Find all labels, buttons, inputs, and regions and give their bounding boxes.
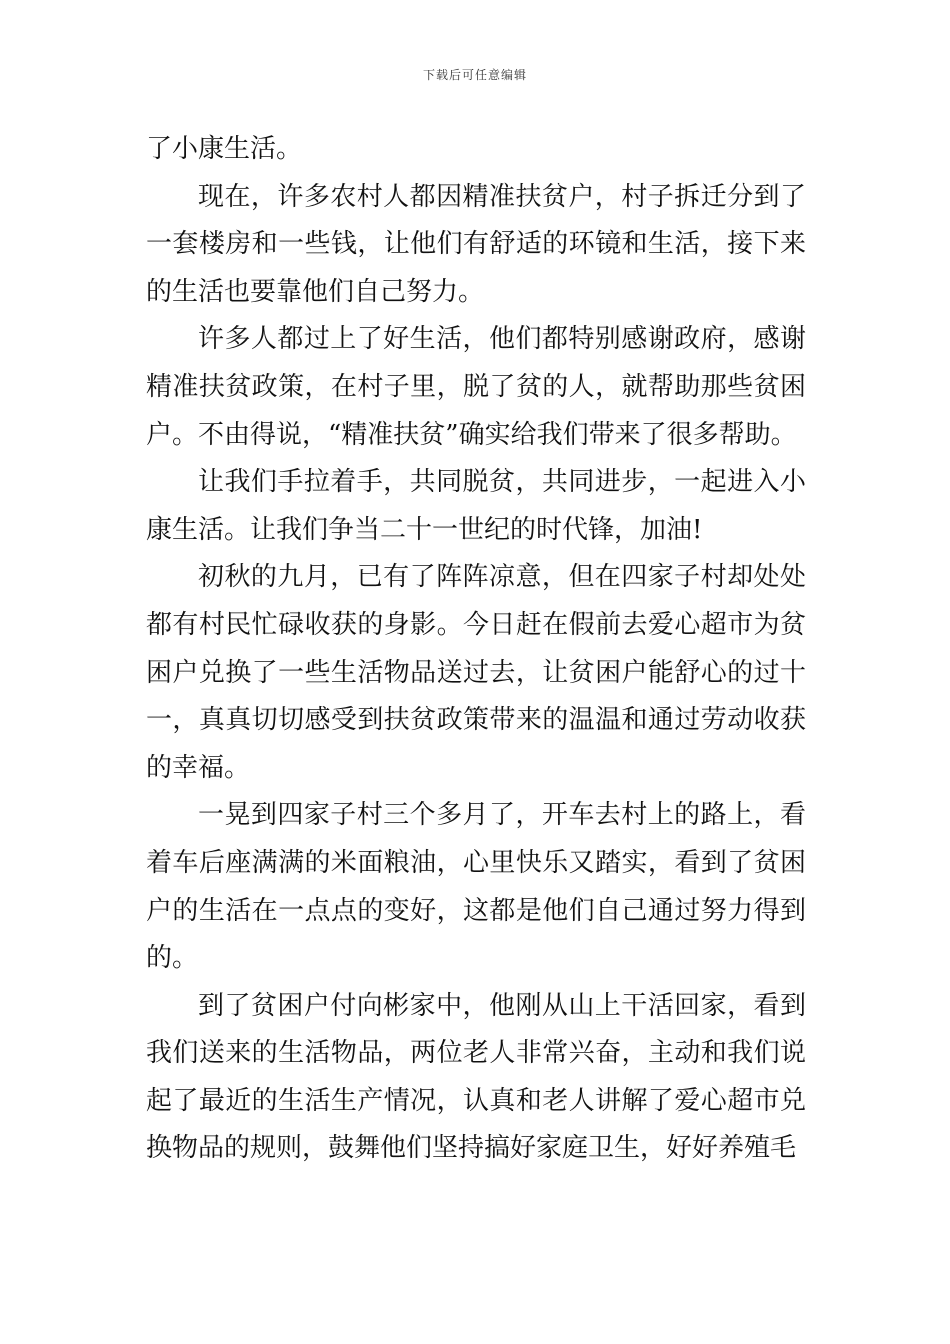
document-body bbox=[146, 126, 806, 1173]
paragraph: 让我们手拉着手，共同脱贫，共同进步，一起进入小康生活。让我们争当二十一世纪的时代锋，加油! bbox=[146, 467, 806, 545]
paragraph: 到了贫困户付向彬家中，他刚从山上干活回家，看到我们送来的生活物品，两位老人非常兴奋，主动和我们说起了最近的生活生产情况，认真和老人讲解了爱心超市兑换物品的规则，鼓舞他们坚持搞好家庭卫生，好好养殖毛 bbox=[146, 990, 806, 1164]
paragraph: 现在，许多农村人都因精准扶贫户，村子拆迁分到了一套楼房和一些钱，让他们有舒适的环镜和生活，接下来的生活也要靠他们自己努力。 bbox=[146, 181, 806, 307]
paragraph: 许多人都过上了好生活，他们都特别感谢政府，感谢精准扶贫政策，在村子里，脱了贫的人，就帮助那些贫困户。不由得说，“精准扶贫”确实给我们带来了很多帮助。 bbox=[146, 324, 806, 450]
paragraph: 了小康生活。 bbox=[146, 134, 303, 164]
page-header: 下载后可任意编辑 bbox=[422, 68, 527, 82]
paragraph: 初秋的九月，已有了阵阵凉意，但在四家子村却处处都有村民忙碌收获的身影。今日赶在假前去爱心超市为贫困户兑换了一些生活物品送过去，让贫困户能舒心的过十一，真真切切感受到扶贫政策带来的温温和通过劳动收获的幸福。 bbox=[146, 562, 806, 783]
paragraph: 一晃到四家子村三个多月了，开车去村上的路上，看着车后座满满的米面粮油，心里快乐又踏实，看到了贫困户的生活在一点点的变好，这都是他们自己通过努力得到的。 bbox=[146, 800, 806, 974]
